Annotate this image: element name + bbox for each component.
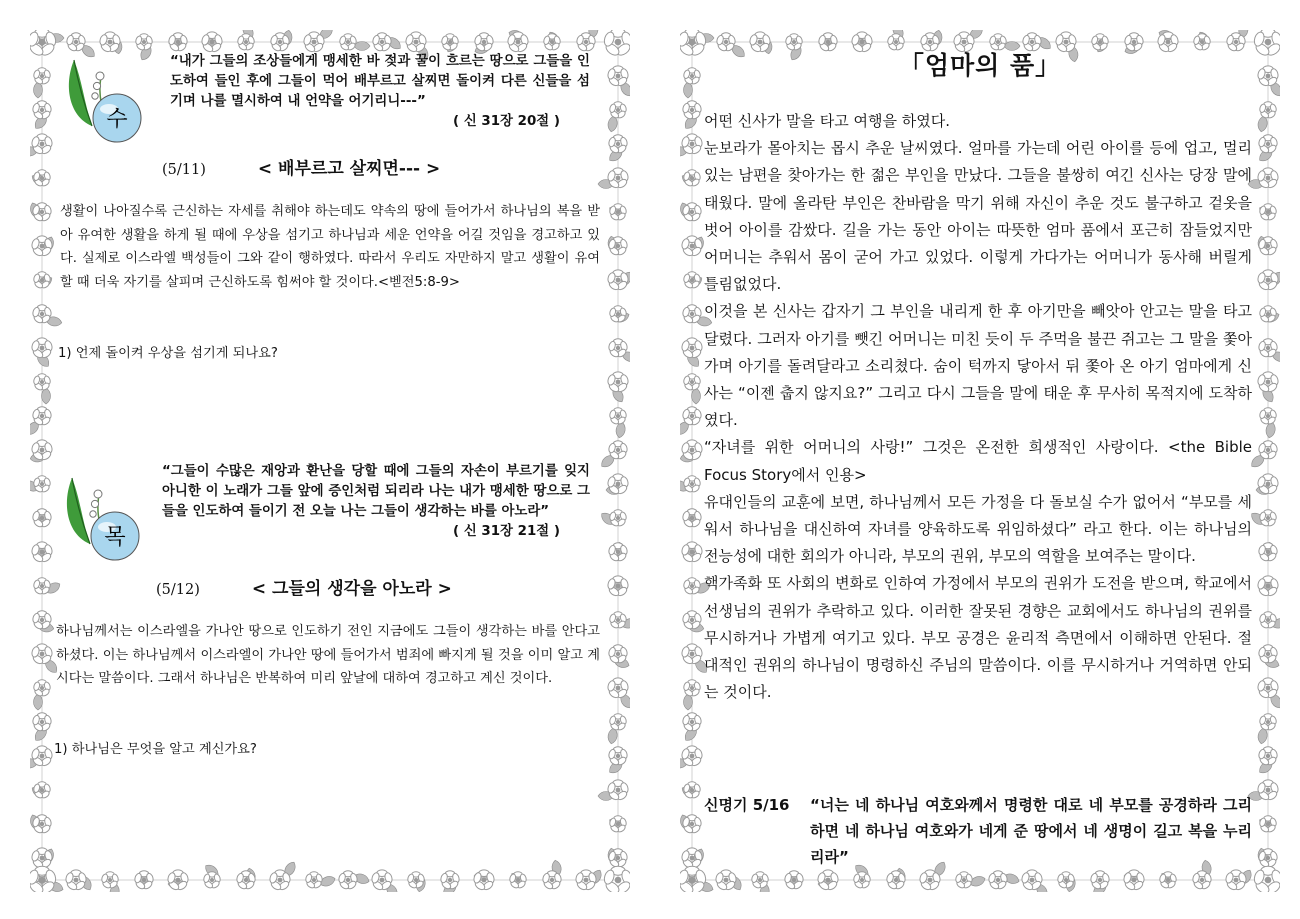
border-flower-icon (682, 509, 702, 528)
border-flower-icon (608, 135, 628, 154)
border-flower-icon (237, 34, 255, 52)
devotion-heading (162, 154, 440, 179)
border-flower-icon (168, 33, 188, 52)
verse-text: “내가 그들의 조상들에게 맹세한 바 젖과 꿀이 흐르는 땅으로 그들을 인도하여 들인 후에 그들이 먹어 배부르고 살찌면 돌이켜 다른 신들을 섬기며 나를 멸시하여 내 언약을 어기리니---” (170, 54, 590, 109)
border-flower-icon (372, 33, 392, 52)
border-flower-icon (817, 870, 840, 891)
devotion-date: (5/12) (156, 582, 200, 598)
border-flower-icon (30, 30, 57, 57)
story-paragraph: 눈보라가 몰아치는 몹시 추운 날씨였다. 얼마를 가는데 어린 아이를 등에 업고, 멀리 있는 남편을 찾아가는 한 젊은 부인을 만났다. 그들을 불쌍히 여긴 신사는 당장 말에 태웠다. 말에 올라탄 부인은 찬바람을 막기 위해 자신이 추운 것도 불구하고 겉옷을 벗어 아이를 감쌌다. 길을 가는 동안 아이는 따뜻한 엄마 품에서 포근히 잠들었지만 어머니는 추워서 몸이 굳어 가고 있었다. 이렇게 가다가는 어머니가 동사해 버릴게 틀림없었다. (704, 139, 1252, 294)
border-flower-icon (607, 372, 630, 393)
border-flower-icon (1090, 871, 1110, 890)
border-flower-icon (1258, 543, 1278, 562)
border-flower-icon (32, 509, 52, 528)
border-flower-icon (715, 870, 738, 891)
border-flower-icon (1259, 408, 1277, 426)
border-flower-icon (609, 816, 627, 834)
border-flower-icon (1259, 204, 1277, 222)
border-flower-icon (33, 68, 51, 86)
border-flower-icon (603, 30, 630, 57)
border-flower-icon (32, 101, 52, 120)
story-body (704, 108, 1252, 706)
story-paragraph: “자녀를 위한 어머니의 사랑!” 그것은 온전한 희생적인 사랑이다. <the Bible Focus Story에서 인용> (704, 438, 1252, 484)
border-flower-icon (65, 870, 88, 891)
leaf-badge-icon (62, 54, 148, 146)
border-flower-icon (33, 374, 51, 392)
border-flower-icon (33, 782, 51, 800)
border-flower-icon (681, 338, 704, 359)
closing-quote: “너는 네 하나님 여호와께서 명령한 대로 네 부모를 공경하라 그리하면 네 하나님 여호와가 네게 준 땅에서 네 생명이 길고 복을 누리리라” (810, 796, 1252, 866)
border-flower-icon (609, 408, 627, 426)
border-flower-icon (1253, 866, 1280, 892)
devotion-title: < 배부르고 살찌면--- > (257, 159, 441, 179)
border-flower-icon (30, 866, 57, 892)
border-flower-icon (608, 543, 628, 562)
border-flower-icon (543, 34, 561, 52)
border-flower-icon (1259, 714, 1277, 732)
border-flower-icon (440, 871, 460, 890)
border-flower-icon (988, 871, 1008, 890)
border-flower-icon (167, 870, 190, 891)
border-flower-icon (509, 872, 527, 890)
border-flower-icon (31, 338, 54, 359)
border-flower-icon (1258, 135, 1278, 154)
border-flower-icon (441, 34, 459, 52)
border-flower-icon (1257, 372, 1280, 393)
border-flower-icon (203, 872, 221, 890)
discussion-question: 1) 언제 돌이켜 우상을 섬기게 되나요? (58, 346, 278, 361)
devotion-date: (5/11) (162, 162, 206, 178)
border-flower-icon (1258, 747, 1278, 766)
border-flower-icon (339, 34, 357, 52)
story-paragraph: 이것을 본 신사는 갑자기 그 부인을 내리게 한 후 아기만을 빼앗아 안고는 말을 타고 달렸다. 그러자 아기를 뺏긴 어머니는 미친 듯이 두 주먹을 불끈 쥐고는 그 말을 쫓아가며 아기를 돌려달라고 소리쳤다. 숨이 턱까지 닿아서 뒤 쫓아 온 아기 엄마에게 신사는 “이젠 춥지 않지요?” 그리고 다시 그들을 말에 태운 후 무사히 목적지에 도착하였다. (704, 302, 1252, 430)
border-flower-icon (33, 272, 51, 290)
border-flower-icon (683, 782, 701, 800)
border-flower-icon (31, 542, 54, 563)
border-flower-icon (1259, 102, 1277, 120)
closing-scripture (704, 792, 1252, 870)
story-paragraph: 핵가족화 또 사회의 변화로 인하여 가정에서 부모의 권위가 도전을 받으며, 학교에서 선생님의 권위가 추락하고 있다. 이러한 잘못된 경향은 교회에서도 하나님의 권위를 무시하거나 가볍게 여기고 있다. 부모 공경은 윤리적 측면에서 이해하면 안된다. 절대적인 권위의 하나님이 명령하신 주님의 말씀이다. 이를 무시하거나 거역하면 안되는 것이다. (704, 574, 1252, 702)
border-flower-icon (683, 374, 701, 392)
border-flower-icon (955, 872, 973, 890)
border-flower-icon (683, 680, 701, 698)
border-flower-icon (1123, 870, 1146, 891)
border-flower-icon (1159, 872, 1177, 890)
day-badge-text: 목 (104, 525, 126, 550)
border-flower-icon (784, 871, 804, 890)
border-flower-icon (33, 680, 51, 698)
leaf-badge-icon (60, 472, 146, 564)
left-page (30, 30, 630, 892)
border-flower-icon (853, 872, 871, 890)
border-flower-icon (473, 870, 496, 891)
devotion-body: 하나님께서는 이스라엘을 가나안 땅으로 인도하기 전인 지금에도 그들이 생각하는 바를 안다고 하셨다. 이는 하나님께서 이스라엘이 가나안 땅에 들어가서 범죄에 빠지게 될 것을 이미 알고 계시다는 말씀이다. 그래서 하나님은 반복하여 미리 앞날에 대하여 경고하고 계신 것이다. (56, 624, 600, 686)
border-flower-icon (681, 542, 704, 563)
border-flower-icon (683, 170, 701, 188)
border-flower-icon (134, 871, 154, 890)
right-page (680, 30, 1280, 892)
border-flower-icon (608, 747, 628, 766)
border-flower-icon (609, 204, 627, 222)
border-flower-icon (201, 32, 224, 53)
scripture-verse (162, 462, 590, 542)
border-flower-icon (682, 101, 702, 120)
border-flower-icon (682, 713, 702, 732)
border-flower-icon (683, 272, 701, 290)
closing-reference: 신명기 5/16 (704, 796, 790, 814)
discussion-question: 1) 하나님은 무엇을 알고 계신가요? (54, 742, 257, 757)
border-flower-icon (32, 713, 52, 732)
border-flower-icon (305, 872, 323, 890)
scripture-verse (170, 52, 590, 132)
day-badge-text: 수 (106, 107, 128, 132)
verse-reference: ( 신 31장 20절 ) (453, 114, 560, 129)
devotion-title: < 그들의 생각을 아노라 > (251, 579, 452, 599)
border-flower-icon (338, 871, 358, 890)
border-flower-icon (33, 170, 51, 188)
border-flower-icon (680, 866, 707, 892)
border-flower-icon (1257, 576, 1280, 597)
verse-reference: ( 신 31장 21절 ) (453, 524, 560, 539)
story-paragraph: 어떤 신사가 말을 타고 여행을 하였다. (704, 112, 950, 130)
border-flower-icon (603, 866, 630, 892)
verse-text: “그들이 수많은 재앙과 환난을 당할 때에 그들의 자손이 부르기를 잊지 아니한 이 노래가 그들 앞에 증인처럼 되리라 나는 내가 맹세한 땅으로 그들을 인도하여 들이기 전 오늘 나는 그들이 생각하는 바를 아노라” (162, 464, 590, 519)
border-flower-icon (609, 102, 627, 120)
story-title: 「엄마의 품」 (898, 51, 1062, 80)
story-paragraph: 유대인들의 교훈에 보면, 하나님께서 모든 가정을 다 돌보실 수가 없어서 “부모를 세워서 하나님을 대신하여 자녀를 양육하도록 위임하셨다” 라고 한다. 이는 하나님의 전능성에 대한 회의가 아니라, 부모의 권위, 부모의 역할을 보여주는 말이다. (704, 492, 1252, 566)
border-flower-icon (607, 576, 630, 597)
border-flower-icon (1259, 816, 1277, 834)
devotion-heading (156, 574, 452, 599)
border-flower-icon (609, 714, 627, 732)
devotion-body: 생활이 나아질수록 근신하는 자세를 취해야 하는데도 약속의 땅에 들어가서 하나님의 복을 받아 유여한 생활을 하게 될 때에 우상을 섬기고 하나님과 세운 언약을 어길 것임을 경고하고 있다. 실제로 이스라엘 백성들이 그와 같이 행하였다. 따라서 우리도 자만하지 말고 생활이 유여할 때 더욱 자기를 살피며 근신하도록 힘써야 할 것이다.<벧전5:8-9> (60, 204, 600, 290)
